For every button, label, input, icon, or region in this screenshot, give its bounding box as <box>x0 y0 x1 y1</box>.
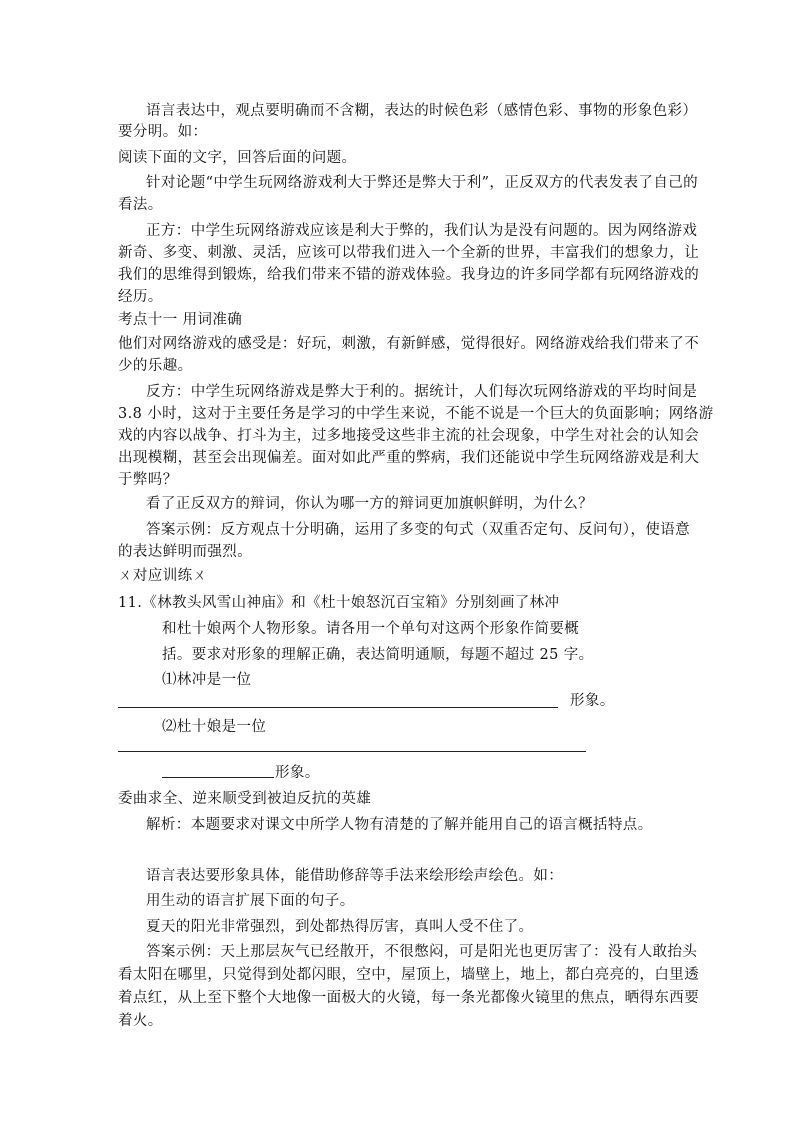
answer-blank-line <box>162 777 274 778</box>
paragraph-line: 答案示例：反方观点十分明确，运用了多变的句式（双重否定句、反问句），使语意 <box>146 522 691 538</box>
paragraph-line: 着点红，从上至下整个大地像一面极大的火镜，每一条光都像火镜里的焦点，晒得东西要 <box>118 990 700 1006</box>
answer-blank-line <box>118 751 586 752</box>
paragraph-line: 语言表达中，观点要明确而不含糊，表达的时候色彩（感情色彩、事物的形象色彩） <box>146 103 698 119</box>
paragraph-line: 我们的思维得到锻炼，给我们带来不错的游戏体验。我身边的许多同学都有玩网络游戏的 <box>118 267 700 283</box>
paragraph-line: 经历。 <box>118 289 163 305</box>
paragraph-line: 看法。 <box>118 197 163 213</box>
paragraph-line: 反方：中学生玩网络游戏是弊大于利的。据统计，人们每次玩网络游戏的平均时间是 <box>146 384 698 400</box>
paragraph-line: 阅读下面的文字，回答后面的问题。 <box>118 150 357 166</box>
question-item: ⑴林冲是一位 <box>162 672 252 688</box>
paragraph-line: 针对论题“中学生玩网络游戏利大于弊还是弊大于利”，正反双方的代表发表了自己的 <box>146 175 699 191</box>
paragraph-line: 3.8 小时，这对于主要任务是学习的中学生来说，不能不说是一个巨大的负面影响；网络游 <box>118 406 714 422</box>
paragraph-line: 戏的内容以战争、打斗为主，过多地接受这些非主流的社会现象，中学生对社会的认知会 <box>118 428 700 444</box>
question-item: ⑵杜十娘是一位 <box>162 719 267 735</box>
paragraph-line: 的表达鲜明而强烈。 <box>118 544 253 560</box>
question-line: 和杜十娘两个人物形象。请各用一个单句对这两个形象作简要概 <box>162 621 580 637</box>
paragraph-line: 要分明。如： <box>118 124 208 140</box>
paragraph-line: 看太阳在哪里，只觉得到处都闪眼，空中，屋顶上，墙壁上，地上，都白亮亮的，白里透 <box>118 967 700 983</box>
answer-blank-line <box>118 707 558 708</box>
question-line: 括。要求对形象的理解正确，表达简明通顺，每题不超过 25 字。 <box>162 647 594 663</box>
paragraph-line: 看了正反双方的辩词，你认为哪一方的辩词更加旗帜鲜明，为什么？ <box>146 496 593 512</box>
paragraph-line: 着火。 <box>118 1013 163 1029</box>
question-item: 形象。 <box>275 765 320 781</box>
section-heading: ㄨ对应训练ㄨ <box>118 568 208 584</box>
question-item: 形象。 <box>570 693 615 709</box>
answer-line: 委曲求全、逆来顺受到被迫反抗的英雄 <box>118 791 372 807</box>
paragraph-line: 解析：本题要求对课文中所学人物有清楚的了解并能用自己的语言概括特点。 <box>146 817 653 833</box>
paragraph-line: 他们对网络游戏的感受是：好玩，刺激，有新鲜感，觉得很好。网络游戏给我们带来了不 <box>118 336 700 352</box>
paragraph-line: 少的乐趣。 <box>118 358 193 374</box>
paragraph-line: 夏天的阳光非常强烈，到处都热得厉害，真叫人受不住了。 <box>146 919 534 935</box>
paragraph-line: 语言表达要形象具体，能借助修辞等手法来绘形绘声绘色。如： <box>146 868 564 884</box>
paragraph-line: 答案示例：天上那层灰气已经散开，不很憋闷，可是阳光也更厉害了：没有人敢抬头 <box>146 944 698 960</box>
section-heading: 考点十一 用词准确 <box>118 312 243 328</box>
question-line: 11.《林教头风雪山神庙》和《杜十娘怒沉百宝箱》分别刻画了林冲 <box>118 595 560 611</box>
paragraph-line: 用生动的语言扩展下面的句子。 <box>146 893 355 909</box>
paragraph-line: 出现模糊，甚至会出现偏差。面对如此严重的弊病，我们还能说中学生玩网络游戏是利大 <box>118 450 700 466</box>
paragraph-line: 新奇、多变、刺激、灵活，应该可以带我们进入一个全新的世界，丰富我们的想象力，让 <box>118 245 700 261</box>
paragraph-line: 于弊吗？ <box>118 472 178 488</box>
paragraph-line: 正方：中学生玩网络游戏应该是利大于弊的，我们认为是没有问题的。因为网络游戏 <box>146 223 698 239</box>
